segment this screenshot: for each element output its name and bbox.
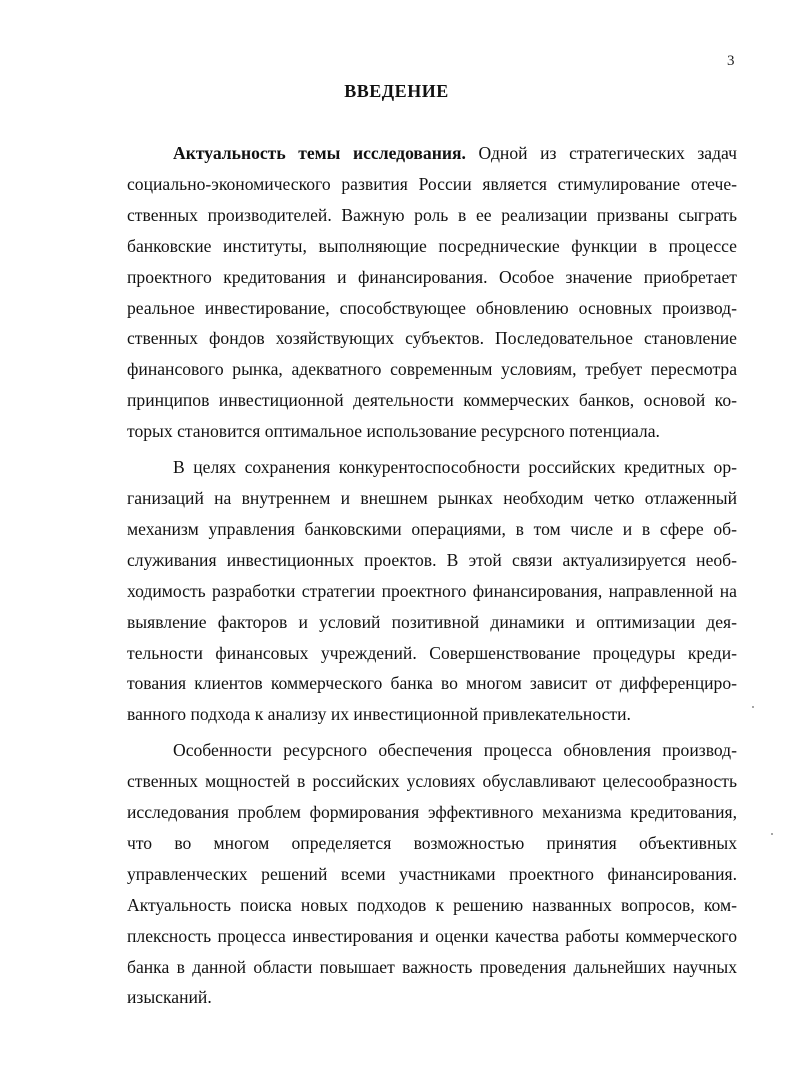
scan-speck [771,833,773,835]
paragraph-text: В целях сохранения конкурентоспособности российских кредитных организаций на внутреннем и внешнем рынках необходим четко отлаженный механизм управления банковскими операциями, в том числе и в сфере обслуживания инвестиционных проектов. В этой связи актуализируется необходимость разработки стратегии проектного финансирования, направленной на выявление факторов и условий позитивной динамики и оптимизации деятельности финансовых учреждений. Совершенствование процедуры кредитования клиентов коммерческого банка во многом зависит от дифференцированного подхода к анализу их инвестиционной привлекательности. [127,457,737,725]
body-text [127,138,737,1018]
page-number: 3 [727,53,735,69]
paragraph-lead: Актуальность темы исследования. [173,143,466,163]
paragraph-2 [127,452,737,730]
paragraph-3 [127,735,737,1013]
scan-speck [752,706,754,708]
paragraph-1 [127,138,737,447]
section-heading: ВВЕДЕНИЕ [344,81,449,101]
paragraph-text: Одной из стратегических задач социально-экономического развития России является стимулирование отечественных производителей. Важную роль в ее реализации призваны сыграть банковские институты, выполняющие посреднические функции в процессе проектного кредитования и финансирования. Особое значение приобретает реальное инвестирование, способствующее обновлению основных производственных фондов хозяйствующих субъектов. Последовательное становление финансового рынка, адекватного современным условиям, требует пересмотра принципов инвестиционной деятельности коммерческих банков, основой которых становится оптимальное использование ресурсного потенциала. [127,143,737,442]
paragraph-text: Особенности ресурсного обеспечения процесса обновления производственных мощностей в российских условиях обуславливают целесообразность исследования проблем формирования эффективного механизма кредитования, что во многом определяется возможностью принятия объективных управленческих решений всеми участниками проектного финансирования. Актуальность поиска новых подходов к решению названных вопросов, комплексность процесса инвестирования и оценки качества работы коммерческого банка в данной области повышает важность проведения дальнейших научных изысканий. [127,740,737,1008]
